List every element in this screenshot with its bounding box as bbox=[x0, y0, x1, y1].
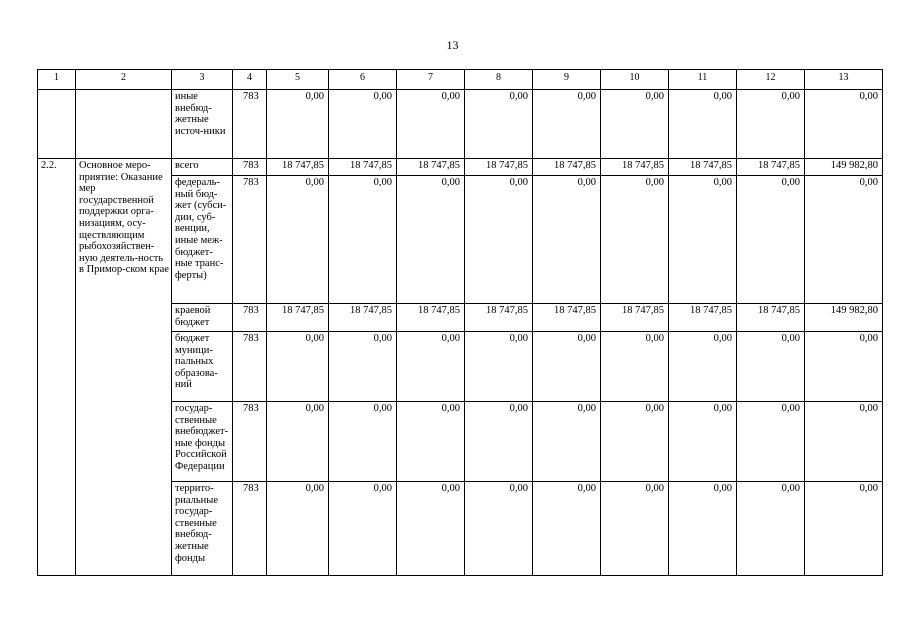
value-cell: 0,00 bbox=[805, 332, 883, 402]
value-cell: 0,00 bbox=[805, 402, 883, 482]
value-cell: 0,00 bbox=[267, 482, 329, 576]
funding-source: бюджет муници-пальных образова-ний bbox=[172, 332, 233, 402]
header-cell: 6 bbox=[329, 70, 397, 90]
value-cell: 18 747,85 bbox=[737, 159, 805, 176]
value-cell: 0,00 bbox=[533, 482, 601, 576]
value-cell: 18 747,85 bbox=[397, 159, 465, 176]
funding-source: государ-ственные внебюджет-ные фонды Российской Федерации bbox=[172, 402, 233, 482]
value-cell: 0,00 bbox=[267, 90, 329, 159]
value-cell: 0,00 bbox=[267, 332, 329, 402]
header-cell: 7 bbox=[397, 70, 465, 90]
value-cell: 0,00 bbox=[329, 332, 397, 402]
value-cell: 0,00 bbox=[669, 176, 737, 304]
funding-source: всего bbox=[172, 159, 233, 176]
value-cell: 0,00 bbox=[669, 482, 737, 576]
value-cell: 0,00 bbox=[737, 482, 805, 576]
header-cell: 3 bbox=[172, 70, 233, 90]
code-cell: 783 bbox=[233, 159, 267, 176]
value-cell: 18 747,85 bbox=[669, 159, 737, 176]
value-cell: 0,00 bbox=[601, 90, 669, 159]
value-cell: 0,00 bbox=[737, 332, 805, 402]
value-cell: 0,00 bbox=[397, 402, 465, 482]
value-cell: 18 747,85 bbox=[465, 304, 533, 332]
value-cell: 0,00 bbox=[737, 90, 805, 159]
header-cell: 10 bbox=[601, 70, 669, 90]
header-cell: 12 bbox=[737, 70, 805, 90]
funding-source: террито-риальные государ-ственные внебюд-жетные фонды bbox=[172, 482, 233, 576]
code-cell: 783 bbox=[233, 482, 267, 576]
value-cell: 0,00 bbox=[533, 402, 601, 482]
value-cell: 0,00 bbox=[601, 402, 669, 482]
code-cell: 783 bbox=[233, 176, 267, 304]
value-cell: 0,00 bbox=[669, 90, 737, 159]
value-cell: 0,00 bbox=[465, 176, 533, 304]
value-cell: 0,00 bbox=[601, 332, 669, 402]
value-cell: 0,00 bbox=[737, 402, 805, 482]
funding-source: краевой бюджет bbox=[172, 304, 233, 332]
header-cell: 1 bbox=[38, 70, 76, 90]
empty-name-cell bbox=[76, 90, 172, 159]
value-cell: 0,00 bbox=[805, 90, 883, 159]
value-cell: 0,00 bbox=[465, 402, 533, 482]
value-cell: 0,00 bbox=[397, 332, 465, 402]
value-cell: 149 982,80 bbox=[805, 304, 883, 332]
value-cell: 0,00 bbox=[397, 176, 465, 304]
value-cell: 0,00 bbox=[601, 482, 669, 576]
value-cell: 18 747,85 bbox=[267, 304, 329, 332]
header-cell: 9 bbox=[533, 70, 601, 90]
value-cell: 0,00 bbox=[465, 90, 533, 159]
value-cell: 18 747,85 bbox=[601, 159, 669, 176]
value-cell: 0,00 bbox=[267, 176, 329, 304]
value-cell: 18 747,85 bbox=[737, 304, 805, 332]
value-cell: 18 747,85 bbox=[601, 304, 669, 332]
code-cell: 783 bbox=[233, 332, 267, 402]
value-cell: 0,00 bbox=[533, 176, 601, 304]
table-row bbox=[38, 159, 883, 176]
budget-table bbox=[37, 69, 883, 576]
funding-source: федераль-ный бюд-жет (субси-дии, суб-венции, иные меж-бюджет-ные транс-ферты) bbox=[172, 176, 233, 304]
value-cell: 18 747,85 bbox=[267, 159, 329, 176]
code-cell: 783 bbox=[233, 90, 267, 159]
value-cell: 18 747,85 bbox=[533, 304, 601, 332]
value-cell: 0,00 bbox=[737, 176, 805, 304]
value-cell: 18 747,85 bbox=[329, 159, 397, 176]
funding-source: иные внебюд-жетные источ-ники bbox=[172, 90, 233, 159]
value-cell: 0,00 bbox=[669, 332, 737, 402]
value-cell: 18 747,85 bbox=[669, 304, 737, 332]
value-cell: 0,00 bbox=[329, 402, 397, 482]
value-cell: 0,00 bbox=[465, 482, 533, 576]
value-cell: 0,00 bbox=[533, 332, 601, 402]
value-cell: 18 747,85 bbox=[533, 159, 601, 176]
table-row bbox=[38, 90, 883, 159]
value-cell: 18 747,85 bbox=[465, 159, 533, 176]
code-cell: 783 bbox=[233, 304, 267, 332]
header-cell: 5 bbox=[267, 70, 329, 90]
value-cell: 0,00 bbox=[601, 176, 669, 304]
value-cell: 0,00 bbox=[329, 176, 397, 304]
header-cell: 4 bbox=[233, 70, 267, 90]
value-cell: 18 747,85 bbox=[397, 304, 465, 332]
activity-name: Основное меро-приятие: Оказание мер государственной поддержки орга-низациям, осу-ществляющим рыбохозяйствен-ную деятель-ность в Примор-ском крае bbox=[76, 159, 172, 576]
table-header-row bbox=[38, 70, 883, 90]
code-cell: 783 bbox=[233, 402, 267, 482]
value-cell: 0,00 bbox=[805, 176, 883, 304]
value-cell: 0,00 bbox=[397, 482, 465, 576]
value-cell: 0,00 bbox=[329, 482, 397, 576]
value-cell: 0,00 bbox=[397, 90, 465, 159]
empty-number-cell bbox=[38, 90, 76, 159]
page-number: 13 bbox=[446, 38, 459, 52]
value-cell: 149 982,80 bbox=[805, 159, 883, 176]
activity-number: 2.2. bbox=[38, 159, 76, 576]
value-cell: 0,00 bbox=[533, 90, 601, 159]
header-cell: 8 bbox=[465, 70, 533, 90]
header-cell: 13 bbox=[805, 70, 883, 90]
value-cell: 0,00 bbox=[267, 402, 329, 482]
header-cell: 2 bbox=[76, 70, 172, 90]
value-cell: 0,00 bbox=[465, 332, 533, 402]
value-cell: 18 747,85 bbox=[329, 304, 397, 332]
value-cell: 0,00 bbox=[329, 90, 397, 159]
header-cell: 11 bbox=[669, 70, 737, 90]
value-cell: 0,00 bbox=[669, 402, 737, 482]
value-cell: 0,00 bbox=[805, 482, 883, 576]
